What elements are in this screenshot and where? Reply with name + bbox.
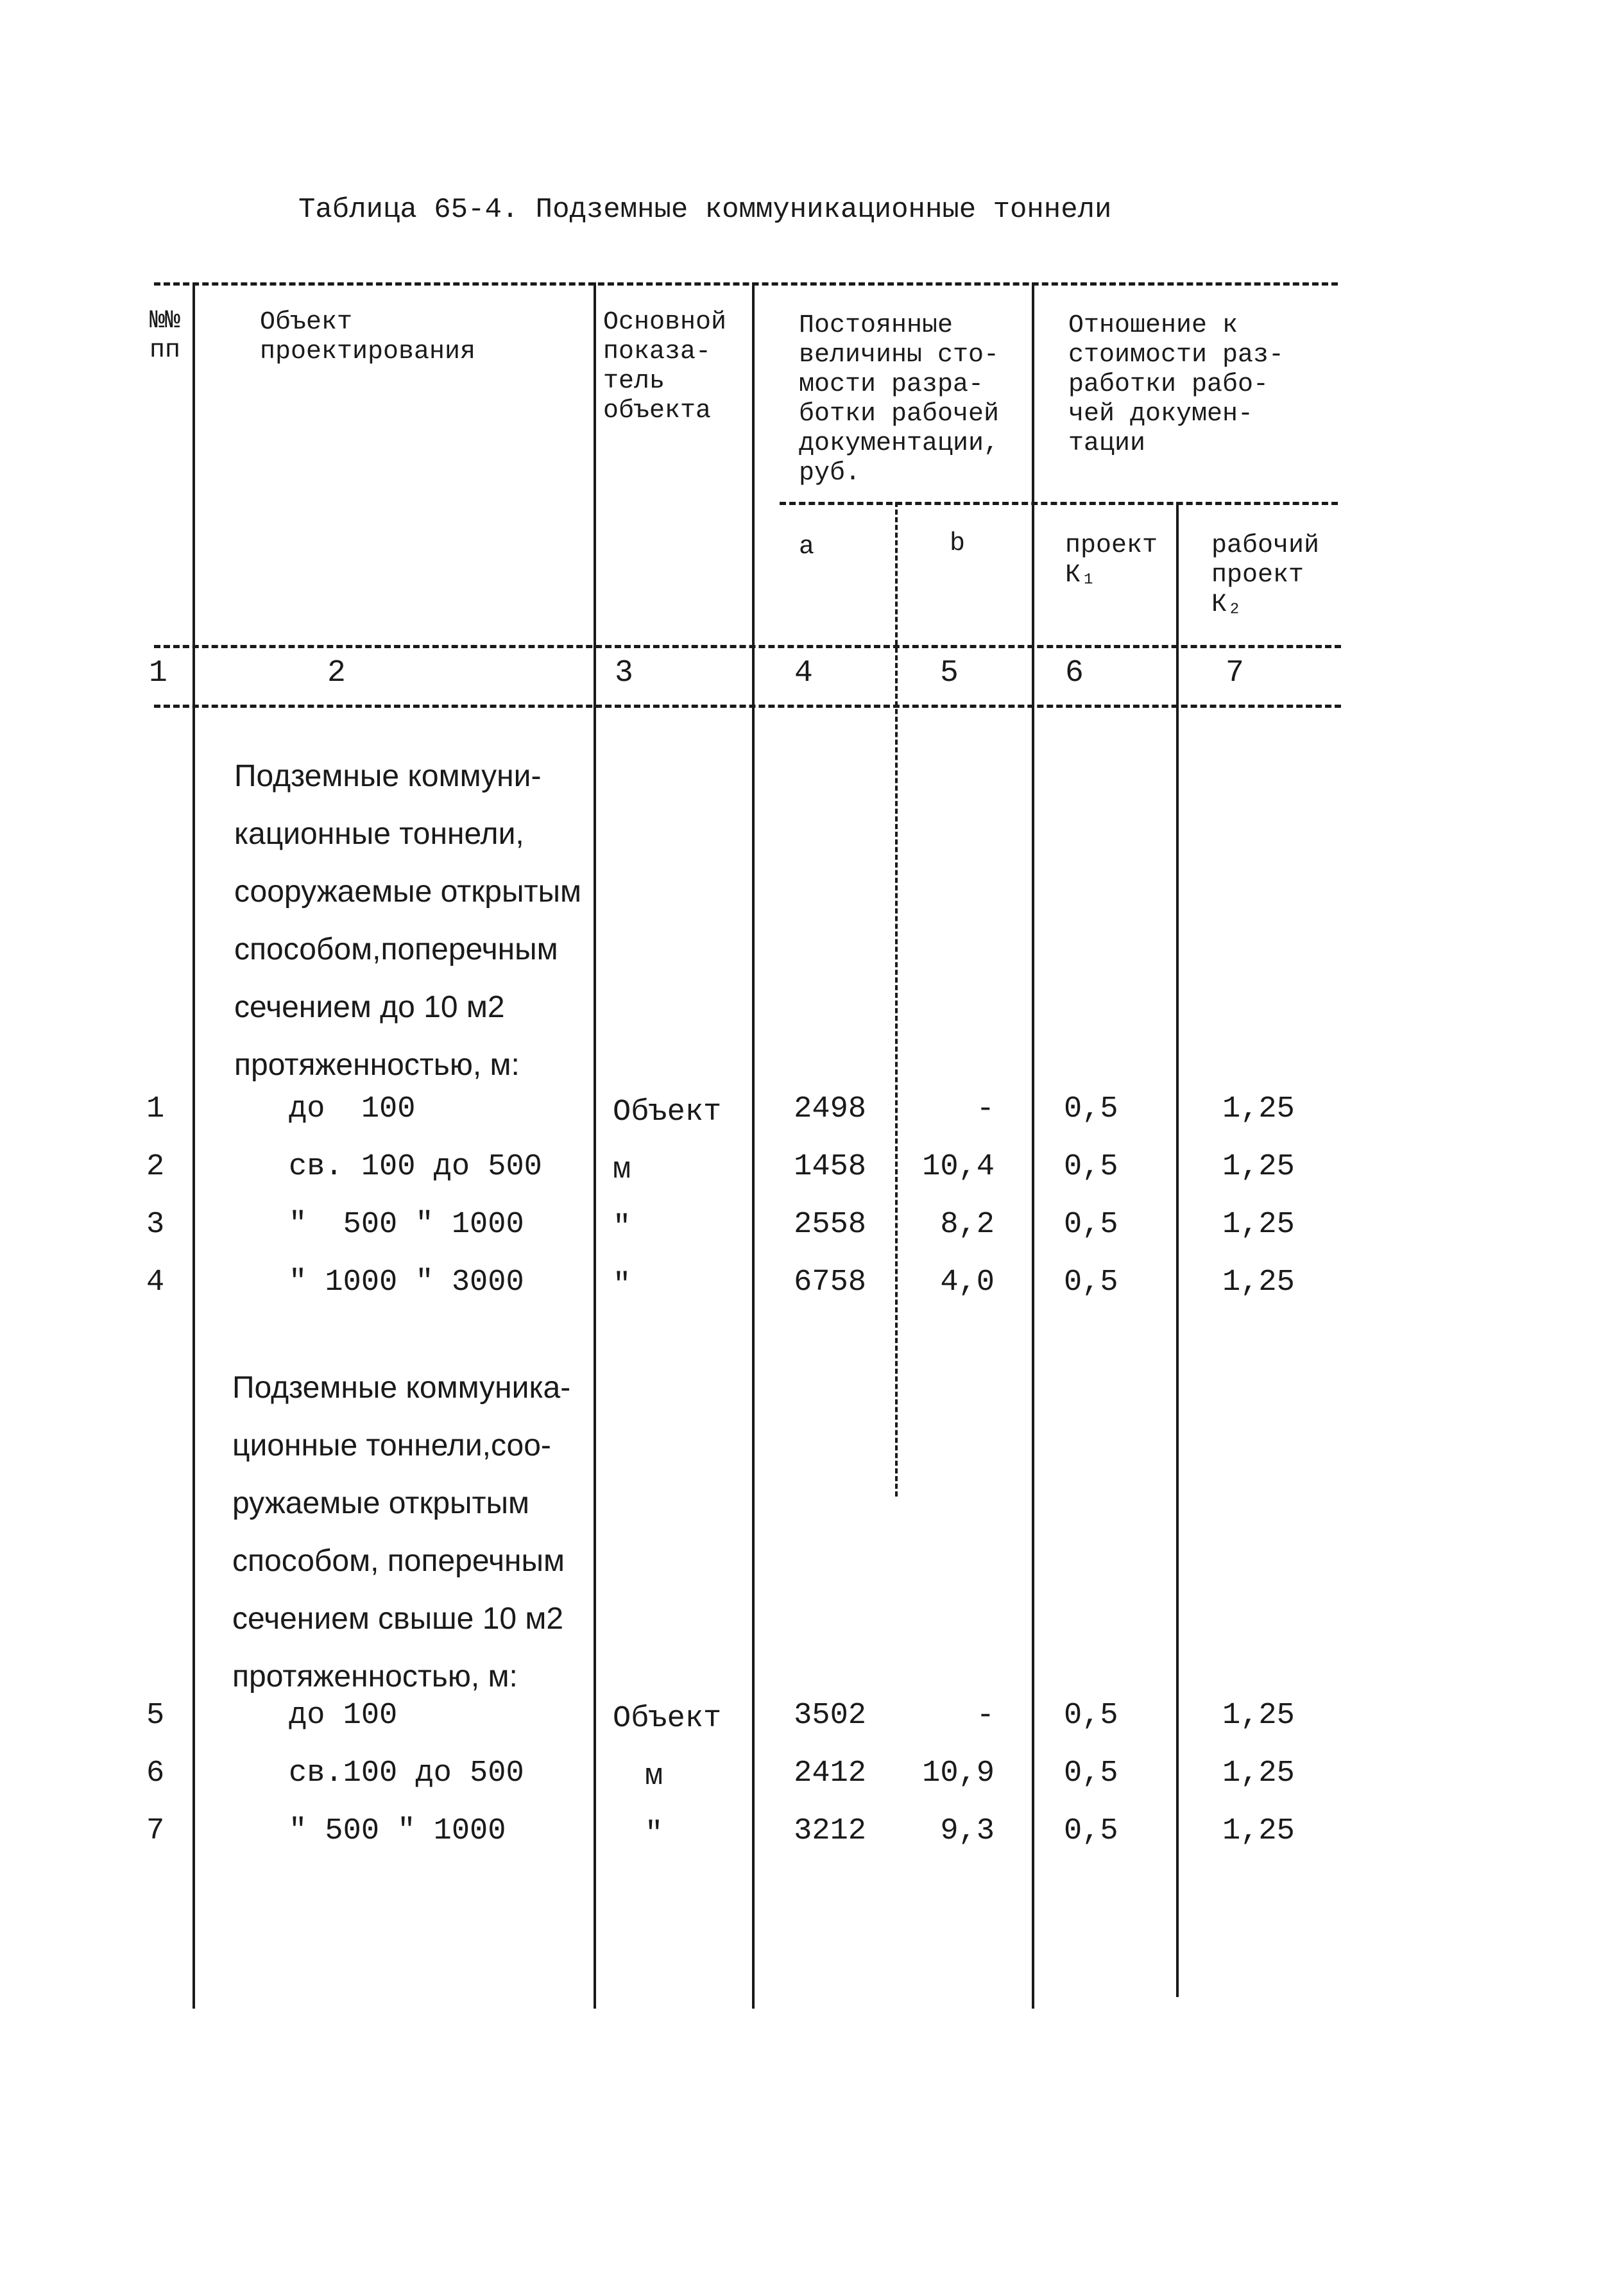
row-a: 6758 xyxy=(794,1265,866,1299)
row-unit: Объект xyxy=(613,1702,722,1736)
header-k2: рабочий проект К₂ xyxy=(1211,531,1320,619)
row-a: 3502 xyxy=(794,1699,866,1733)
col-divider-2 xyxy=(594,282,596,2009)
col-divider-6 xyxy=(1176,502,1179,1997)
header-a: а xyxy=(799,533,815,562)
row-name: св. 100 до 500 xyxy=(289,1150,542,1184)
row-k1: 0,5 xyxy=(1064,1265,1118,1299)
row-k2: 1,25 xyxy=(1222,1265,1295,1299)
row-unit: " xyxy=(613,1269,631,1303)
row-name: св.100 до 500 xyxy=(289,1756,524,1790)
row-name: " 500 " 1000 xyxy=(289,1814,506,1848)
row-k1: 0,5 xyxy=(1064,1699,1118,1733)
row-b: 8,2 xyxy=(940,1208,995,1242)
col-divider-5 xyxy=(1032,282,1034,2009)
row-a: 1458 xyxy=(794,1150,866,1184)
subheader-rule xyxy=(780,502,1338,505)
row-b: - xyxy=(976,1092,995,1126)
row-k2: 1,25 xyxy=(1222,1092,1295,1126)
row-number: 1 xyxy=(146,1092,165,1126)
col-divider-1 xyxy=(192,282,195,2009)
row-name: " 500 " 1000 xyxy=(289,1208,524,1242)
row-number: 5 xyxy=(146,1699,165,1733)
row-unit: м xyxy=(613,1153,631,1187)
header-indicator: Основной показа- тель объекта xyxy=(603,308,727,425)
row-name: " 1000 " 3000 xyxy=(289,1265,524,1299)
col-divider-4 xyxy=(895,502,898,1497)
row-b: - xyxy=(976,1699,995,1733)
header-b: b xyxy=(950,529,966,558)
row-b: 10,9 xyxy=(922,1756,995,1790)
row-k1: 0,5 xyxy=(1064,1208,1118,1242)
row-k2: 1,25 xyxy=(1222,1150,1295,1184)
colnum-bottom-rule xyxy=(154,705,1341,708)
header-number: №№ пп xyxy=(150,307,181,365)
col-number-4: 4 xyxy=(794,656,813,690)
table-title: Таблица 65-4. Подземные коммуникационные тоннели xyxy=(298,194,1112,226)
col-number-2: 2 xyxy=(327,656,346,690)
col-number-7: 7 xyxy=(1226,656,1244,690)
row-k1: 0,5 xyxy=(1064,1150,1118,1184)
col-number-5: 5 xyxy=(940,656,959,690)
row-number: 7 xyxy=(146,1814,165,1848)
row-unit: " xyxy=(613,1211,631,1245)
row-a: 2558 xyxy=(794,1208,866,1242)
col-divider-3 xyxy=(752,282,755,2009)
col-number-6: 6 xyxy=(1065,656,1084,690)
row-b: 9,3 xyxy=(940,1814,995,1848)
header-bottom-rule xyxy=(154,645,1341,648)
section-caption-2: Подземные коммуника- ционные тоннели,соо- ружаемые открытым способом, поперечным сечением свыше 10 м2 протяженностью, м: xyxy=(232,1371,571,1694)
col-number-1: 1 xyxy=(149,656,167,690)
col-number-3: 3 xyxy=(615,656,633,690)
row-k1: 0,5 xyxy=(1064,1756,1118,1790)
row-unit: " xyxy=(645,1817,663,1851)
header-constants: Постоянные величины сто- мости разра- ботки рабочей документации, руб. xyxy=(799,311,1000,488)
row-k2: 1,25 xyxy=(1222,1208,1295,1242)
row-k2: 1,25 xyxy=(1222,1756,1295,1790)
row-k2: 1,25 xyxy=(1222,1814,1295,1848)
row-a: 3212 xyxy=(794,1814,866,1848)
row-number: 4 xyxy=(146,1265,165,1299)
row-number: 6 xyxy=(146,1756,165,1790)
header-ratio: Отношение к стоимости раз- работки рабо- чей докумен- тации xyxy=(1068,311,1285,458)
row-number: 2 xyxy=(146,1150,165,1184)
table-top-rule xyxy=(154,282,1338,286)
row-k1: 0,5 xyxy=(1064,1092,1118,1126)
row-k2: 1,25 xyxy=(1222,1699,1295,1733)
row-a: 2498 xyxy=(794,1092,866,1126)
header-object: Объект проектирования xyxy=(260,308,476,366)
row-a: 2412 xyxy=(794,1756,866,1790)
row-b: 10,4 xyxy=(922,1150,995,1184)
section-caption-1: Подземные коммуни- кационные тоннели, сооружаемые открытым способом,поперечным сечением до 10 м2 протяженностью, м: xyxy=(234,759,581,1082)
row-k1: 0,5 xyxy=(1064,1814,1118,1848)
row-number: 3 xyxy=(146,1208,165,1242)
row-unit: Объект xyxy=(613,1095,722,1129)
row-name: до 100 xyxy=(289,1092,416,1126)
row-unit: м xyxy=(645,1760,663,1794)
row-b: 4,0 xyxy=(940,1265,995,1299)
header-k1: проект К₁ xyxy=(1065,531,1158,590)
row-name: до 100 xyxy=(289,1699,398,1733)
